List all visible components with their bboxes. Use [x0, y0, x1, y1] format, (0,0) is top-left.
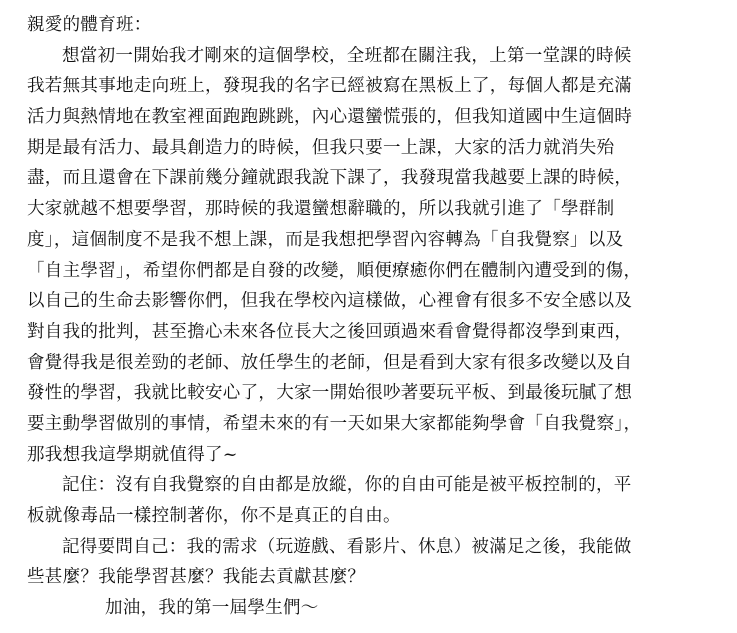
- paragraph-1-line-9: 以自己的生命去影響你們，但我在學校內這樣做，心裡會有很多不安全感以及: [27, 291, 633, 312]
- paragraph-1-line-3: 活力與熱情地在教室裡面跑跑跳跳，內心還蠻慌張的，但我知道國中生這個時: [27, 107, 633, 128]
- letter-document: [27, 10, 717, 624]
- paragraph-1-line-13: 要主動學習做別的事情，希望未來的有一天如果大家都能夠學會「自我覺察」，: [27, 413, 642, 434]
- paragraph-1-line-6: 大家就越不想要學習，那時候的我還蠻想辭職的，所以我就引進了「學群制: [27, 199, 615, 220]
- paragraph-1-line-10: 對自我的批判，甚至擔心未來各位長大之後回頭過來看會覺得都沒學到東西，: [27, 321, 633, 342]
- paragraph-1-line-12: 發性的學習，我就比較安心了，大家一開始很吵著要玩平板、到最後玩膩了想: [27, 383, 633, 404]
- paragraph-2-line-1: 記住：沒有自我覺察的自由都是放縱，你的自由可能是被平板控制的，平: [62, 475, 632, 496]
- paragraph-1-line-14: 那我想我這學期就值得了~: [27, 444, 238, 465]
- paragraph-2-line-2: 板就像毒品一樣控制著你，你不是真正的自由。: [27, 506, 401, 526]
- paragraph-1-line-7: 度」，這個制度不是我不想上課，而是我想把學習內容轉為「自我覺察」以及: [27, 229, 624, 250]
- paragraph-1-line-4: 期是最有活力、最具創造力的時候，但我只要一上課，大家的活力就消失殆: [27, 137, 615, 158]
- paragraph-1-line-8: 「自主學習」，希望你們都是自發的改變，順便療癒你們在體制內遭受到的傷，: [27, 260, 642, 281]
- paragraph-1-line-2: 我若無其事地走向班上，發現我的名字已經被寫在黑板上了，每個人都是充滿: [27, 76, 633, 97]
- greeting: 親愛的體育班：: [27, 15, 152, 35]
- paragraph-1-line-5: 盡，而且還會在下課前幾分鐘就跟我說下課了，我發現當我越要上課的時候，: [27, 168, 633, 189]
- closing-line: 加油，我的第一屆學生們～: [105, 598, 319, 619]
- paragraph-1-line-1: 想當初一開始我才剛來的這個學校，全班都在關注我，上第一堂課的時候: [62, 45, 632, 66]
- paragraph-1-line-11: 會覺得我是很差勁的老師、放任學生的老師，但是看到大家有很多改變以及自: [27, 352, 633, 373]
- paragraph-3-line-1: 記得要問自己：我的需求（玩遊戲、看影片、休息）被滿足之後，我能做: [62, 536, 632, 557]
- paragraph-3-line-2: 些甚麼？我能學習甚麼？我能去貢獻甚麼？: [27, 567, 366, 588]
